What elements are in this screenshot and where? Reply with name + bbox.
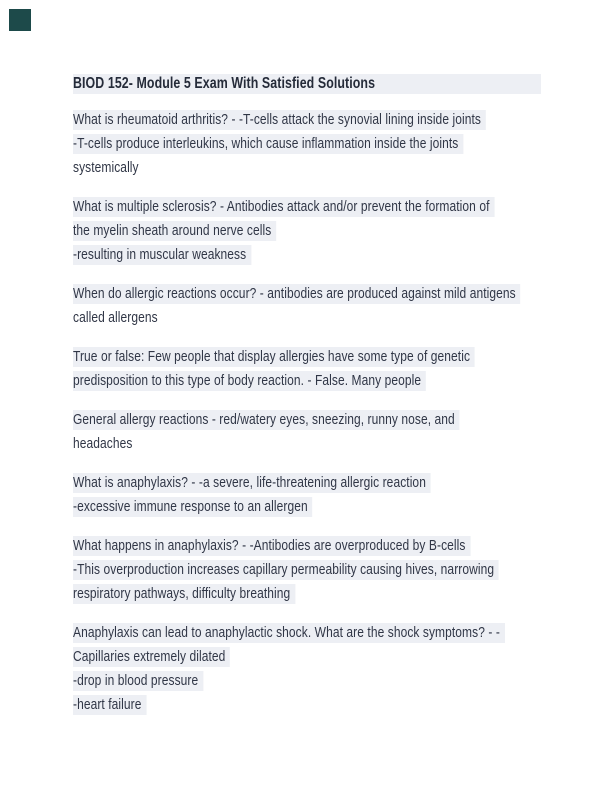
qa-line-text: -excessive immune response to an allergen — [73, 497, 313, 517]
document-title — [73, 74, 541, 94]
qa-line — [73, 693, 541, 717]
qa-paragraph — [73, 408, 541, 456]
qa-line — [73, 156, 541, 180]
qa-line-text: predisposition to this type of body reaction. - False. Many people — [73, 371, 426, 391]
qa-line-text: Capillaries extremely dilated — [73, 647, 230, 667]
qa-line-text: What is anaphylaxis? - -a severe, life-threatening allergic reaction — [73, 473, 431, 493]
qa-paragraph — [73, 471, 541, 519]
qa-paragraph — [73, 534, 541, 606]
document-content — [73, 74, 541, 732]
qa-line — [73, 645, 541, 669]
qa-line-text: -heart failure — [73, 695, 146, 715]
qa-line — [73, 345, 541, 369]
qa-line-text: General allergy reactions - red/watery eyes, sneezing, runny nose, and — [73, 410, 460, 430]
qa-line — [73, 471, 541, 495]
qa-paragraph — [73, 345, 541, 393]
qa-line — [73, 369, 541, 393]
qa-line — [73, 669, 541, 693]
qa-line-text: -resulting in muscular weakness — [73, 245, 251, 265]
qa-line — [73, 621, 541, 645]
qa-line — [73, 558, 541, 582]
qa-line-text: the myelin sheath around nerve cells — [73, 221, 276, 241]
qa-line-text: Anaphylaxis can lead to anaphylactic shock. What are the shock symptoms? - - — [73, 623, 505, 643]
qa-paragraph — [73, 195, 541, 267]
qa-paragraph — [73, 282, 541, 330]
qa-line-text: headaches — [73, 435, 133, 452]
qa-line — [73, 282, 541, 306]
qa-line — [73, 306, 541, 330]
qa-paragraph — [73, 108, 541, 180]
corner-marker — [9, 9, 31, 31]
qa-line — [73, 582, 541, 606]
qa-line-text: -This overproduction increases capillary permeability causing hives, narrowing — [73, 560, 499, 580]
qa-line-text: What happens in anaphylaxis? - -Antibodies are overproduced by B-cells — [73, 536, 470, 556]
qa-line — [73, 132, 541, 156]
qa-line-text: -T-cells produce interleukins, which cause inflammation inside the joints — [73, 134, 463, 154]
document-title-text: BIOD 152- Module 5 Exam With Satisfied Solutions — [73, 75, 376, 92]
qa-line — [73, 432, 541, 456]
qa-line — [73, 534, 541, 558]
qa-line-text: What is multiple sclerosis? - Antibodies attack and/or prevent the formation of — [73, 197, 494, 217]
qa-line — [73, 195, 541, 219]
qa-line-text: systemically — [73, 159, 139, 176]
qa-line-text: called allergens — [73, 309, 158, 326]
qa-line-text: What is rheumatoid arthritis? - -T-cells attack the synovial lining inside joints — [73, 110, 486, 130]
qa-line — [73, 108, 541, 132]
qa-line-text: When do allergic reactions occur? - antibodies are produced against mild antigens — [73, 284, 521, 304]
qa-line — [73, 495, 541, 519]
qa-line-text: True or false: Few people that display allergies have some type of genetic — [73, 347, 475, 367]
qa-line — [73, 219, 541, 243]
qa-line — [73, 243, 541, 267]
qa-line — [73, 408, 541, 432]
qa-line-text: respiratory pathways, difficulty breathing — [73, 584, 295, 604]
qa-line-text: -drop in blood pressure — [73, 671, 203, 691]
qa-paragraph — [73, 621, 541, 717]
